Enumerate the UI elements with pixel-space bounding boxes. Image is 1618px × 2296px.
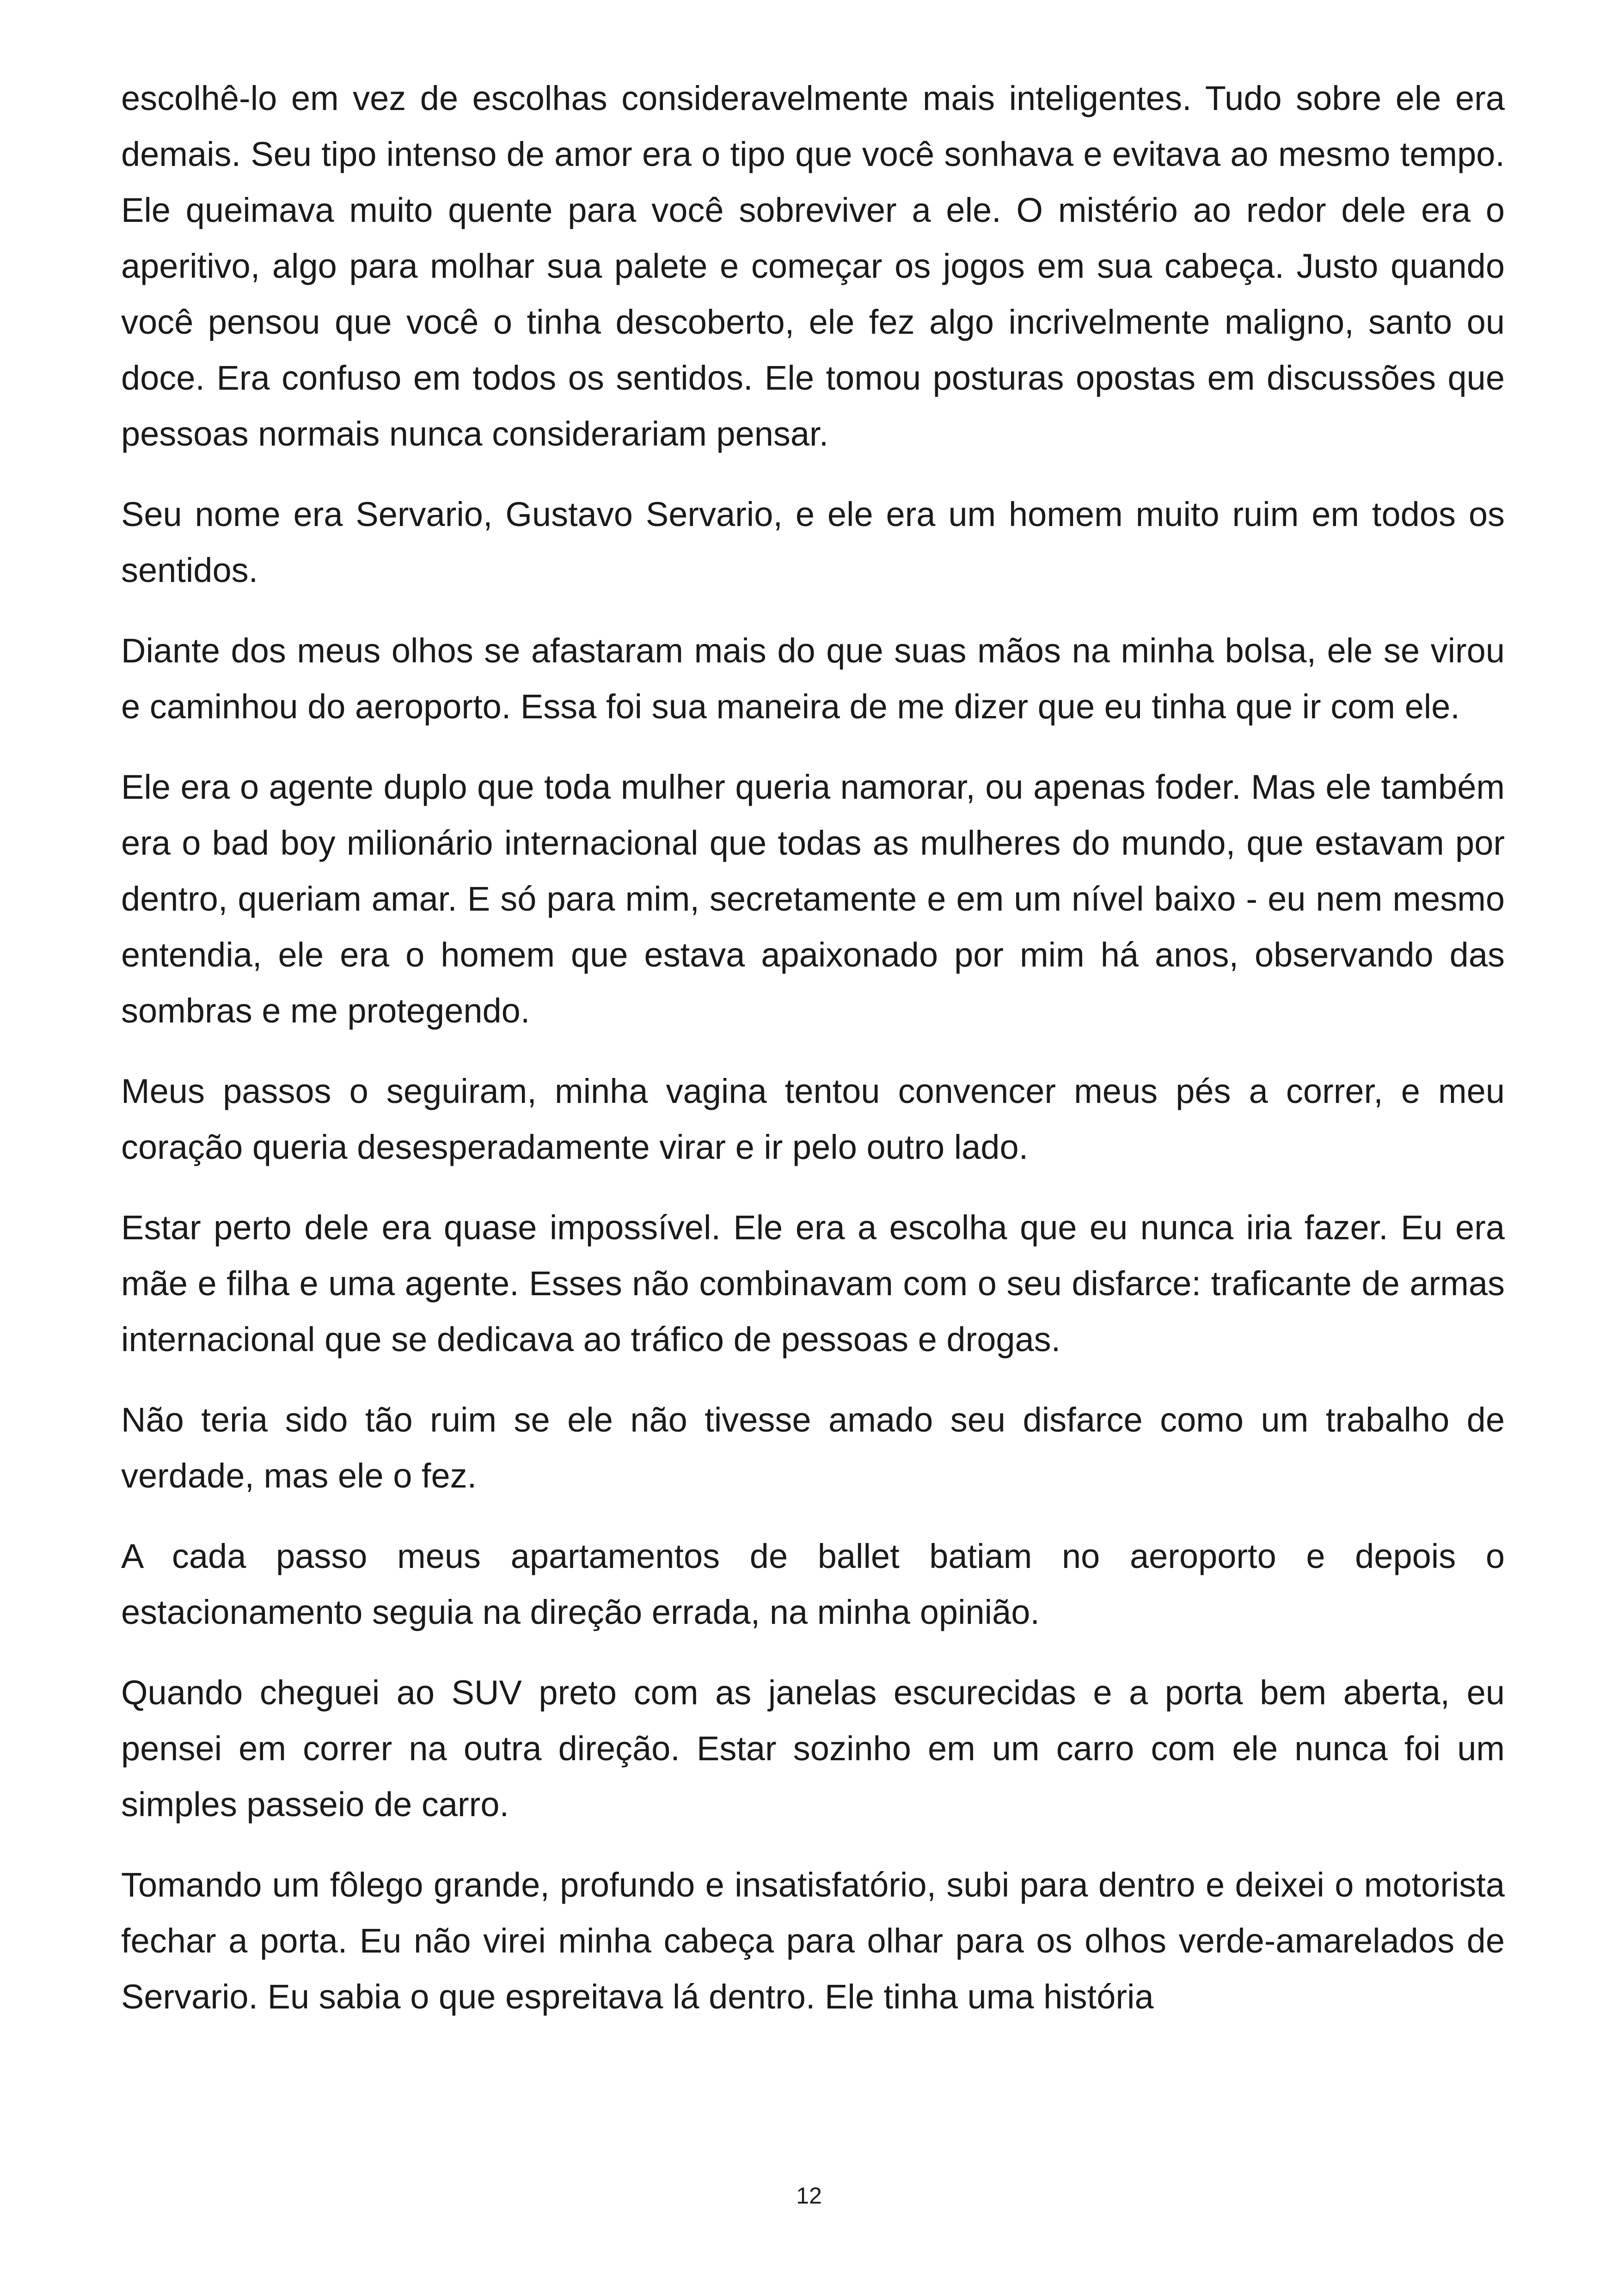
page-body-text (121, 70, 1505, 2049)
paragraph-5: Meus passos o seguiram, minha vagina tentou convencer meus pés a correr, e meu coração queria desesperadamente virar e ir pelo outro lado. (121, 1072, 1505, 1166)
paragraph-10: Tomando um fôlego grande, profundo e insatisfatório, subi para dentro e deixei o motorista fechar a porta. Eu não virei minha cabeça para olhar para os olhos verde-amarelados de Servario. Eu sabia o que espreitava lá dentro. Ele tinha uma história (121, 1866, 1505, 2016)
page-number: 12 (796, 2183, 822, 2209)
paragraph-4: Ele era o agente duplo que toda mulher queria namorar, ou apenas foder. Mas ele também era o bad boy milionário internacional que todas as mulheres do mundo, que estavam por dentro, queriam amar. E só para mim, secretamente e em um nível baixo - eu nem mesmo entendia, ele era o homem que estava apaixonado por mim há anos, observando das sombras e me protegendo. (121, 768, 1505, 1030)
paragraph-9: Quando cheguei ao SUV preto com as janelas escurecidas e a porta bem aberta, eu pensei em correr na outra direção. Estar sozinho em um carro com ele nunca foi um simples passeio de carro. (121, 1673, 1505, 1824)
paragraph-7: Não teria sido tão ruim se ele não tivesse amado seu disfarce como um trabalho de verdade, mas ele o fez. (121, 1401, 1505, 1495)
paragraph-3: Diante dos meus olhos se afastaram mais do que suas mãos na minha bolsa, ele se virou e caminhou do aeroporto. Essa foi sua maneira de me dizer que eu tinha que ir com ele. (121, 631, 1505, 726)
paragraph-2: Seu nome era Servario, Gustavo Servario, e ele era um homem muito ruim em todos os sentidos. (121, 495, 1505, 589)
paragraph-1: escolhê-lo em vez de escolhas consideravelmente mais inteligentes. Tudo sobre ele era demais. Seu tipo intenso de amor era o tipo que você sonhava e evitava ao mesmo tempo. Ele queimava muito quente para você sobreviver a ele. O mistério ao redor dele era o aperitivo, algo para molhar sua palete e começar os jogos em sua cabeça. Justo quando você pensou que você o tinha descoberto, ele fez algo incrivelmente maligno, santo ou doce. Era confuso em todos os sentidos. Ele tomou posturas opostas em discussões que pessoas normais nunca considerariam pensar. (121, 79, 1505, 453)
paragraph-8: A cada passo meus apartamentos de ballet batiam no aeroporto e depois o estacionamento seguia na direção errada, na minha opinião. (121, 1537, 1505, 1631)
paragraph-6: Estar perto dele era quase impossível. Ele era a escolha que eu nunca iria fazer. Eu era mãe e filha e uma agente. Esses não combinavam com o seu disfarce: traficante de armas internacional que se dedicava ao tráfico de pessoas e drogas. (121, 1208, 1505, 1359)
